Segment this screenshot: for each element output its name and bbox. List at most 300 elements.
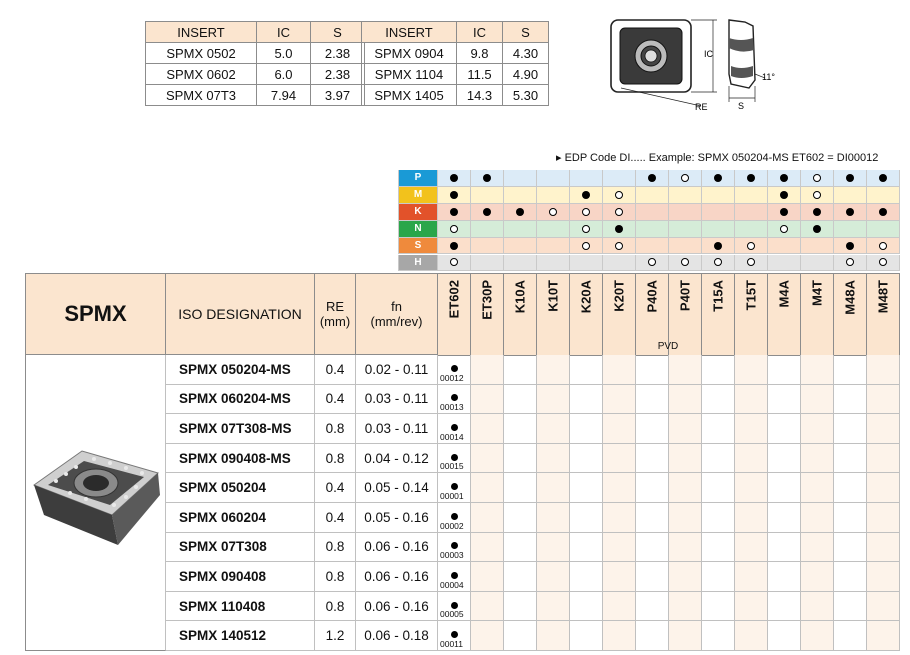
table-row xyxy=(146,85,365,106)
grade-availability-cell xyxy=(867,503,900,533)
material-code: H xyxy=(398,255,438,272)
re-value: 0.8 xyxy=(315,592,356,622)
grade-availability-cell xyxy=(801,444,834,474)
table-row xyxy=(362,85,549,106)
edp-cell xyxy=(438,503,471,533)
grade-availability-cell xyxy=(867,385,900,415)
grade-availability-cell xyxy=(504,414,537,444)
label-s: S xyxy=(738,101,745,111)
suitability-cell xyxy=(603,204,636,221)
grade-availability-cell xyxy=(801,473,834,503)
suitability-cell xyxy=(801,187,834,204)
suitability-cell xyxy=(834,221,867,238)
suitable-ring-icon xyxy=(747,242,755,250)
grade-availability-cell xyxy=(471,414,504,444)
cell: 5.0 xyxy=(257,43,311,64)
material-code: N xyxy=(398,221,438,238)
suitability-cell xyxy=(504,255,537,272)
grade-availability-cell xyxy=(570,621,603,651)
grade-availability-cell xyxy=(537,562,570,592)
grade-availability-cell xyxy=(537,355,570,385)
suitability-cell xyxy=(537,170,570,187)
recommended-dot-icon xyxy=(450,174,458,182)
grade-availability-cell xyxy=(537,503,570,533)
re-value: 0.8 xyxy=(315,562,356,592)
iso-designation: SPMX 090408-MS xyxy=(166,444,315,474)
grade-availability-cell xyxy=(504,355,537,385)
grade-availability-cell xyxy=(570,385,603,415)
table-row xyxy=(166,533,900,563)
grade-availability-cell xyxy=(603,562,636,592)
suitability-cell xyxy=(768,204,801,221)
edp-cell xyxy=(438,473,471,503)
suitability-cell xyxy=(867,221,900,238)
grade-label: M48A xyxy=(842,280,858,315)
grade-availability-cell xyxy=(504,444,537,474)
grade-availability-cell xyxy=(537,533,570,563)
edp-cell xyxy=(438,385,471,415)
edp-code: 00005 xyxy=(440,609,464,620)
suitability-cell xyxy=(603,187,636,204)
grade-availability-cell xyxy=(471,562,504,592)
grade-availability-cell xyxy=(669,473,702,503)
grade-label: P40T xyxy=(677,280,693,312)
suitability-cell xyxy=(537,238,570,255)
grade-availability-cell xyxy=(867,592,900,622)
suitability-cell xyxy=(669,255,702,272)
insert-top-view xyxy=(611,20,691,92)
suitability-cell xyxy=(834,170,867,187)
spmx-insert-illustration xyxy=(26,355,165,649)
grade-availability-cell xyxy=(834,385,867,415)
grade-availability-cell xyxy=(735,621,768,651)
suitability-cell xyxy=(504,238,537,255)
grade-availability-cell xyxy=(603,592,636,622)
recommended-dot-icon xyxy=(879,174,887,182)
fn-value: 0.06 - 0.16 xyxy=(356,562,438,592)
grade-availability-cell xyxy=(735,444,768,474)
grade-availability-cell xyxy=(867,562,900,592)
fn-value: 0.06 - 0.16 xyxy=(356,592,438,622)
grade-availability-cell xyxy=(504,592,537,622)
iso-designation: SPMX 060204 xyxy=(166,503,315,533)
suitable-ring-icon xyxy=(780,225,788,233)
edp-code: 00001 xyxy=(440,490,464,501)
grade-availability-cell xyxy=(702,355,735,385)
suitability-cell xyxy=(702,204,735,221)
suitability-cell xyxy=(768,238,801,255)
recommended-dot-icon xyxy=(846,242,854,250)
suitable-ring-icon xyxy=(615,242,623,250)
suitability-cell xyxy=(834,204,867,221)
coating-label: PVD xyxy=(657,341,679,352)
edp-code: 00012 xyxy=(440,372,464,383)
grade-availability-cell xyxy=(867,414,900,444)
grade-availability-cell xyxy=(570,533,603,563)
suitability-cell xyxy=(603,255,636,272)
suitability-cell xyxy=(669,170,702,187)
suitable-ring-icon xyxy=(450,258,458,266)
suitability-cell xyxy=(471,221,504,238)
insert-dimension-diagram xyxy=(605,14,805,114)
grade-availability-cell xyxy=(471,621,504,651)
recommended-dot-icon xyxy=(450,208,458,216)
grade-availability-cell xyxy=(669,621,702,651)
suitability-cell xyxy=(735,170,768,187)
suitability-cell xyxy=(537,221,570,238)
recommended-dot-icon xyxy=(846,174,854,182)
table-row xyxy=(166,473,900,503)
grade-availability-cell xyxy=(801,533,834,563)
suitability-cell xyxy=(702,170,735,187)
suitability-cell xyxy=(669,204,702,221)
suitability-cell xyxy=(471,187,504,204)
table-row xyxy=(362,64,549,85)
recommended-dot-icon xyxy=(780,174,788,182)
grade-availability-cell xyxy=(801,562,834,592)
grade-availability-cell xyxy=(834,414,867,444)
suitability-cell xyxy=(867,187,900,204)
suitability-cell xyxy=(735,238,768,255)
fn-value: 0.05 - 0.14 xyxy=(356,473,438,503)
recommended-dot-icon xyxy=(615,225,623,233)
grade-label: K20T xyxy=(611,280,627,312)
grade-availability-cell xyxy=(768,355,801,385)
suitable-ring-icon xyxy=(582,242,590,250)
recommended-dot-icon xyxy=(483,174,491,182)
grade-availability-cell xyxy=(867,355,900,385)
label-ic: IC xyxy=(704,49,713,59)
re-value: 0.8 xyxy=(315,414,356,444)
suitable-ring-icon xyxy=(549,208,557,216)
re-header: RE (mm) xyxy=(315,273,356,355)
recommended-dot-icon xyxy=(714,174,722,182)
grade-availability-cell xyxy=(570,414,603,444)
grade-availability-cell xyxy=(669,385,702,415)
grade-availability-cell xyxy=(801,414,834,444)
table-row xyxy=(166,385,900,415)
suitability-cell xyxy=(801,204,834,221)
re-value: 0.4 xyxy=(315,503,356,533)
suitability-cell xyxy=(537,204,570,221)
header-ic: IC xyxy=(457,22,503,43)
available-dot-icon xyxy=(451,424,458,431)
recommended-dot-icon xyxy=(450,191,458,199)
re-value: 0.8 xyxy=(315,533,356,563)
grade-availability-cell xyxy=(702,385,735,415)
suitable-ring-icon xyxy=(615,191,623,199)
grade-availability-cell xyxy=(537,414,570,444)
grade-availability-cell xyxy=(768,414,801,444)
grade-availability-cell xyxy=(570,444,603,474)
grade-availability-cell xyxy=(537,444,570,474)
re-value: 0.8 xyxy=(315,444,356,474)
material-code: P xyxy=(398,170,438,187)
grade-availability-cell xyxy=(669,444,702,474)
grade-availability-cell xyxy=(570,562,603,592)
grade-availability-cell xyxy=(867,444,900,474)
available-dot-icon xyxy=(451,602,458,609)
grade-availability-cell xyxy=(735,414,768,444)
table-row xyxy=(146,64,365,85)
grade-availability-cell xyxy=(570,592,603,622)
re-value: 0.4 xyxy=(315,355,356,385)
edp-code: 00014 xyxy=(440,431,464,442)
re-value: 1.2 xyxy=(315,621,356,651)
available-dot-icon xyxy=(451,394,458,401)
cell: SPMX 0502 xyxy=(146,43,257,64)
suitability-cell xyxy=(504,221,537,238)
available-dot-icon xyxy=(451,572,458,579)
suitability-cell xyxy=(867,255,900,272)
iso-designation: SPMX 050204-MS xyxy=(166,355,315,385)
cell: 5.30 xyxy=(503,85,549,106)
suitability-cell xyxy=(636,238,669,255)
suitability-cell xyxy=(636,204,669,221)
family-title: SPMX xyxy=(25,273,166,355)
material-row-p xyxy=(398,170,900,187)
grade-availability-cell xyxy=(735,503,768,533)
fn-value: 0.03 - 0.11 xyxy=(356,385,438,415)
edp-code: 00004 xyxy=(440,579,464,590)
grade-availability-cell xyxy=(768,621,801,651)
cell: 11.5 xyxy=(457,64,503,85)
suitability-cell xyxy=(735,255,768,272)
suitability-cell xyxy=(636,255,669,272)
suitability-cell xyxy=(570,221,603,238)
grade-label: M4T xyxy=(809,280,825,306)
grade-availability-cell xyxy=(768,385,801,415)
grade-availability-cell xyxy=(471,385,504,415)
edp-cell xyxy=(438,444,471,474)
suitability-cell xyxy=(669,221,702,238)
grade-label: K10A xyxy=(512,280,528,314)
grade-availability-cell xyxy=(603,503,636,533)
cell: 2.38 xyxy=(311,43,365,64)
fn-value: 0.06 - 0.16 xyxy=(356,533,438,563)
iso-designation: SPMX 07T308 xyxy=(166,533,315,563)
material-row-n xyxy=(398,221,900,238)
grade-availability-cell xyxy=(768,592,801,622)
grade-availability-cell xyxy=(471,444,504,474)
grade-availability-cell xyxy=(702,562,735,592)
suitability-cell xyxy=(801,170,834,187)
edp-code: 00011 xyxy=(440,638,464,649)
grade-availability-cell xyxy=(834,562,867,592)
cell: SPMX 0904 xyxy=(362,43,457,64)
fn-header: fn (mm/rev) xyxy=(356,273,438,355)
cell: SPMX 0602 xyxy=(146,64,257,85)
suitability-cell xyxy=(636,221,669,238)
material-row-s xyxy=(398,238,900,255)
grade-availability-cell xyxy=(537,385,570,415)
edp-cell xyxy=(438,592,471,622)
grade-availability-cell xyxy=(669,562,702,592)
edp-cell xyxy=(438,562,471,592)
grade-availability-cell xyxy=(867,473,900,503)
iso-designation: SPMX 090408 xyxy=(166,562,315,592)
grade-availability-cell xyxy=(669,503,702,533)
suitability-cell xyxy=(438,221,471,238)
grade-availability-cell xyxy=(504,385,537,415)
suitability-cell xyxy=(603,170,636,187)
re-value: 0.4 xyxy=(315,473,356,503)
grade-availability-cell xyxy=(867,533,900,563)
recommended-dot-icon xyxy=(780,191,788,199)
grade-availability-cell xyxy=(471,533,504,563)
grade-availability-cell xyxy=(636,503,669,533)
suitability-cell xyxy=(735,221,768,238)
recommended-dot-icon xyxy=(780,208,788,216)
available-dot-icon xyxy=(451,483,458,490)
suitability-cell xyxy=(471,238,504,255)
suitability-cell xyxy=(603,221,636,238)
available-dot-icon xyxy=(451,513,458,520)
iso-designation: SPMX 050204 xyxy=(166,473,315,503)
grade-availability-cell xyxy=(768,473,801,503)
suitability-cell xyxy=(702,255,735,272)
suitability-cell xyxy=(438,187,471,204)
suitability-cell xyxy=(867,170,900,187)
suitable-ring-icon xyxy=(450,225,458,233)
suitability-cell xyxy=(471,170,504,187)
grade-availability-cell xyxy=(636,562,669,592)
grade-availability-cell xyxy=(504,533,537,563)
grade-availability-cell xyxy=(768,503,801,533)
fn-value: 0.03 - 0.11 xyxy=(356,414,438,444)
suitability-cell xyxy=(504,204,537,221)
cell: 14.3 xyxy=(457,85,503,106)
grade-availability-cell xyxy=(834,355,867,385)
grade-availability-cell xyxy=(636,355,669,385)
recommended-dot-icon xyxy=(846,208,854,216)
suitability-cell xyxy=(834,187,867,204)
grade-availability-cell xyxy=(669,533,702,563)
material-code: K xyxy=(398,204,438,221)
suitability-cell xyxy=(438,170,471,187)
fn-value: 0.04 - 0.12 xyxy=(356,444,438,474)
recommended-dot-icon xyxy=(714,242,722,250)
grade-availability-cell xyxy=(702,473,735,503)
available-dot-icon xyxy=(451,542,458,549)
cell: 9.8 xyxy=(457,43,503,64)
suitability-cell xyxy=(801,221,834,238)
grade-availability-cell xyxy=(801,621,834,651)
grade-label: K20A xyxy=(578,280,594,314)
cell: 7.94 xyxy=(257,85,311,106)
edp-code-note: ▸ EDP Code DI..... Example: SPMX 050204-MS ET602 = DI00012 xyxy=(556,152,879,164)
grade-availability-cell xyxy=(471,473,504,503)
insert-image xyxy=(25,355,166,651)
edp-code: 00015 xyxy=(440,461,464,472)
suitability-cell xyxy=(768,221,801,238)
recommended-dot-icon xyxy=(879,208,887,216)
suitability-cell xyxy=(768,255,801,272)
insert-dimensions-table-right xyxy=(361,21,549,106)
cell: 4.30 xyxy=(503,43,549,64)
grade-availability-cell xyxy=(834,533,867,563)
insert-dimensions-table-left xyxy=(145,21,365,106)
grade-availability-cell xyxy=(636,533,669,563)
grade-availability-cell xyxy=(504,473,537,503)
suitability-cell xyxy=(801,238,834,255)
material-row-m xyxy=(398,187,900,204)
grade-availability-cell xyxy=(636,444,669,474)
material-code: S xyxy=(398,238,438,255)
suitability-cell xyxy=(735,204,768,221)
grade-availability-cell xyxy=(801,503,834,533)
iso-designation: SPMX 060204-MS xyxy=(166,385,315,415)
suitability-cell xyxy=(735,187,768,204)
suitability-cell xyxy=(504,187,537,204)
grade-availability-cell xyxy=(471,592,504,622)
available-dot-icon xyxy=(451,365,458,372)
label-angle: 11° xyxy=(762,72,775,82)
grade-availability-cell xyxy=(735,533,768,563)
available-dot-icon xyxy=(451,454,458,461)
table-row xyxy=(166,621,900,651)
grade-availability-cell xyxy=(603,473,636,503)
grade-availability-cell xyxy=(504,621,537,651)
recommended-dot-icon xyxy=(648,174,656,182)
grade-availability-cell xyxy=(735,562,768,592)
grade-availability-cell xyxy=(768,533,801,563)
suitability-cell xyxy=(537,255,570,272)
material-row-k xyxy=(398,204,900,221)
grade-availability-cell xyxy=(504,503,537,533)
header-s: S xyxy=(503,22,549,43)
cell: SPMX 1104 xyxy=(362,64,457,85)
iso-designation: SPMX 140512 xyxy=(166,621,315,651)
suitability-cell xyxy=(504,170,537,187)
grade-availability-cell xyxy=(702,621,735,651)
grade-availability-cell xyxy=(768,562,801,592)
grade-label: ET602 xyxy=(446,280,462,319)
grade-availability-cell xyxy=(834,444,867,474)
suitability-cell xyxy=(570,187,603,204)
suitability-cell xyxy=(867,204,900,221)
grade-availability-cell xyxy=(867,621,900,651)
cell: 6.0 xyxy=(257,64,311,85)
cell: 4.90 xyxy=(503,64,549,85)
grade-availability-cell xyxy=(471,355,504,385)
suitable-ring-icon xyxy=(879,242,887,250)
edp-cell xyxy=(438,621,471,651)
grade-availability-cell xyxy=(735,473,768,503)
re-value: 0.4 xyxy=(315,385,356,415)
grade-availability-cell xyxy=(537,592,570,622)
grade-availability-cell xyxy=(801,385,834,415)
cell: 3.97 xyxy=(311,85,365,106)
grade-availability-cell xyxy=(471,503,504,533)
grade-label: K10T xyxy=(545,280,561,312)
edp-cell xyxy=(438,414,471,444)
grade-availability-cell xyxy=(669,414,702,444)
grade-availability-cell xyxy=(801,355,834,385)
edp-code: 00002 xyxy=(440,520,464,531)
grade-availability-cell xyxy=(570,473,603,503)
grade-availability-cell xyxy=(603,355,636,385)
suitability-cell xyxy=(768,187,801,204)
grade-availability-cell xyxy=(834,592,867,622)
suitability-cell xyxy=(801,255,834,272)
suitability-cell xyxy=(570,255,603,272)
edp-code: 00013 xyxy=(440,402,464,413)
grade-availability-cell xyxy=(702,503,735,533)
edp-cell xyxy=(438,355,471,385)
grade-availability-cell xyxy=(669,355,702,385)
grade-availability-cell xyxy=(603,385,636,415)
